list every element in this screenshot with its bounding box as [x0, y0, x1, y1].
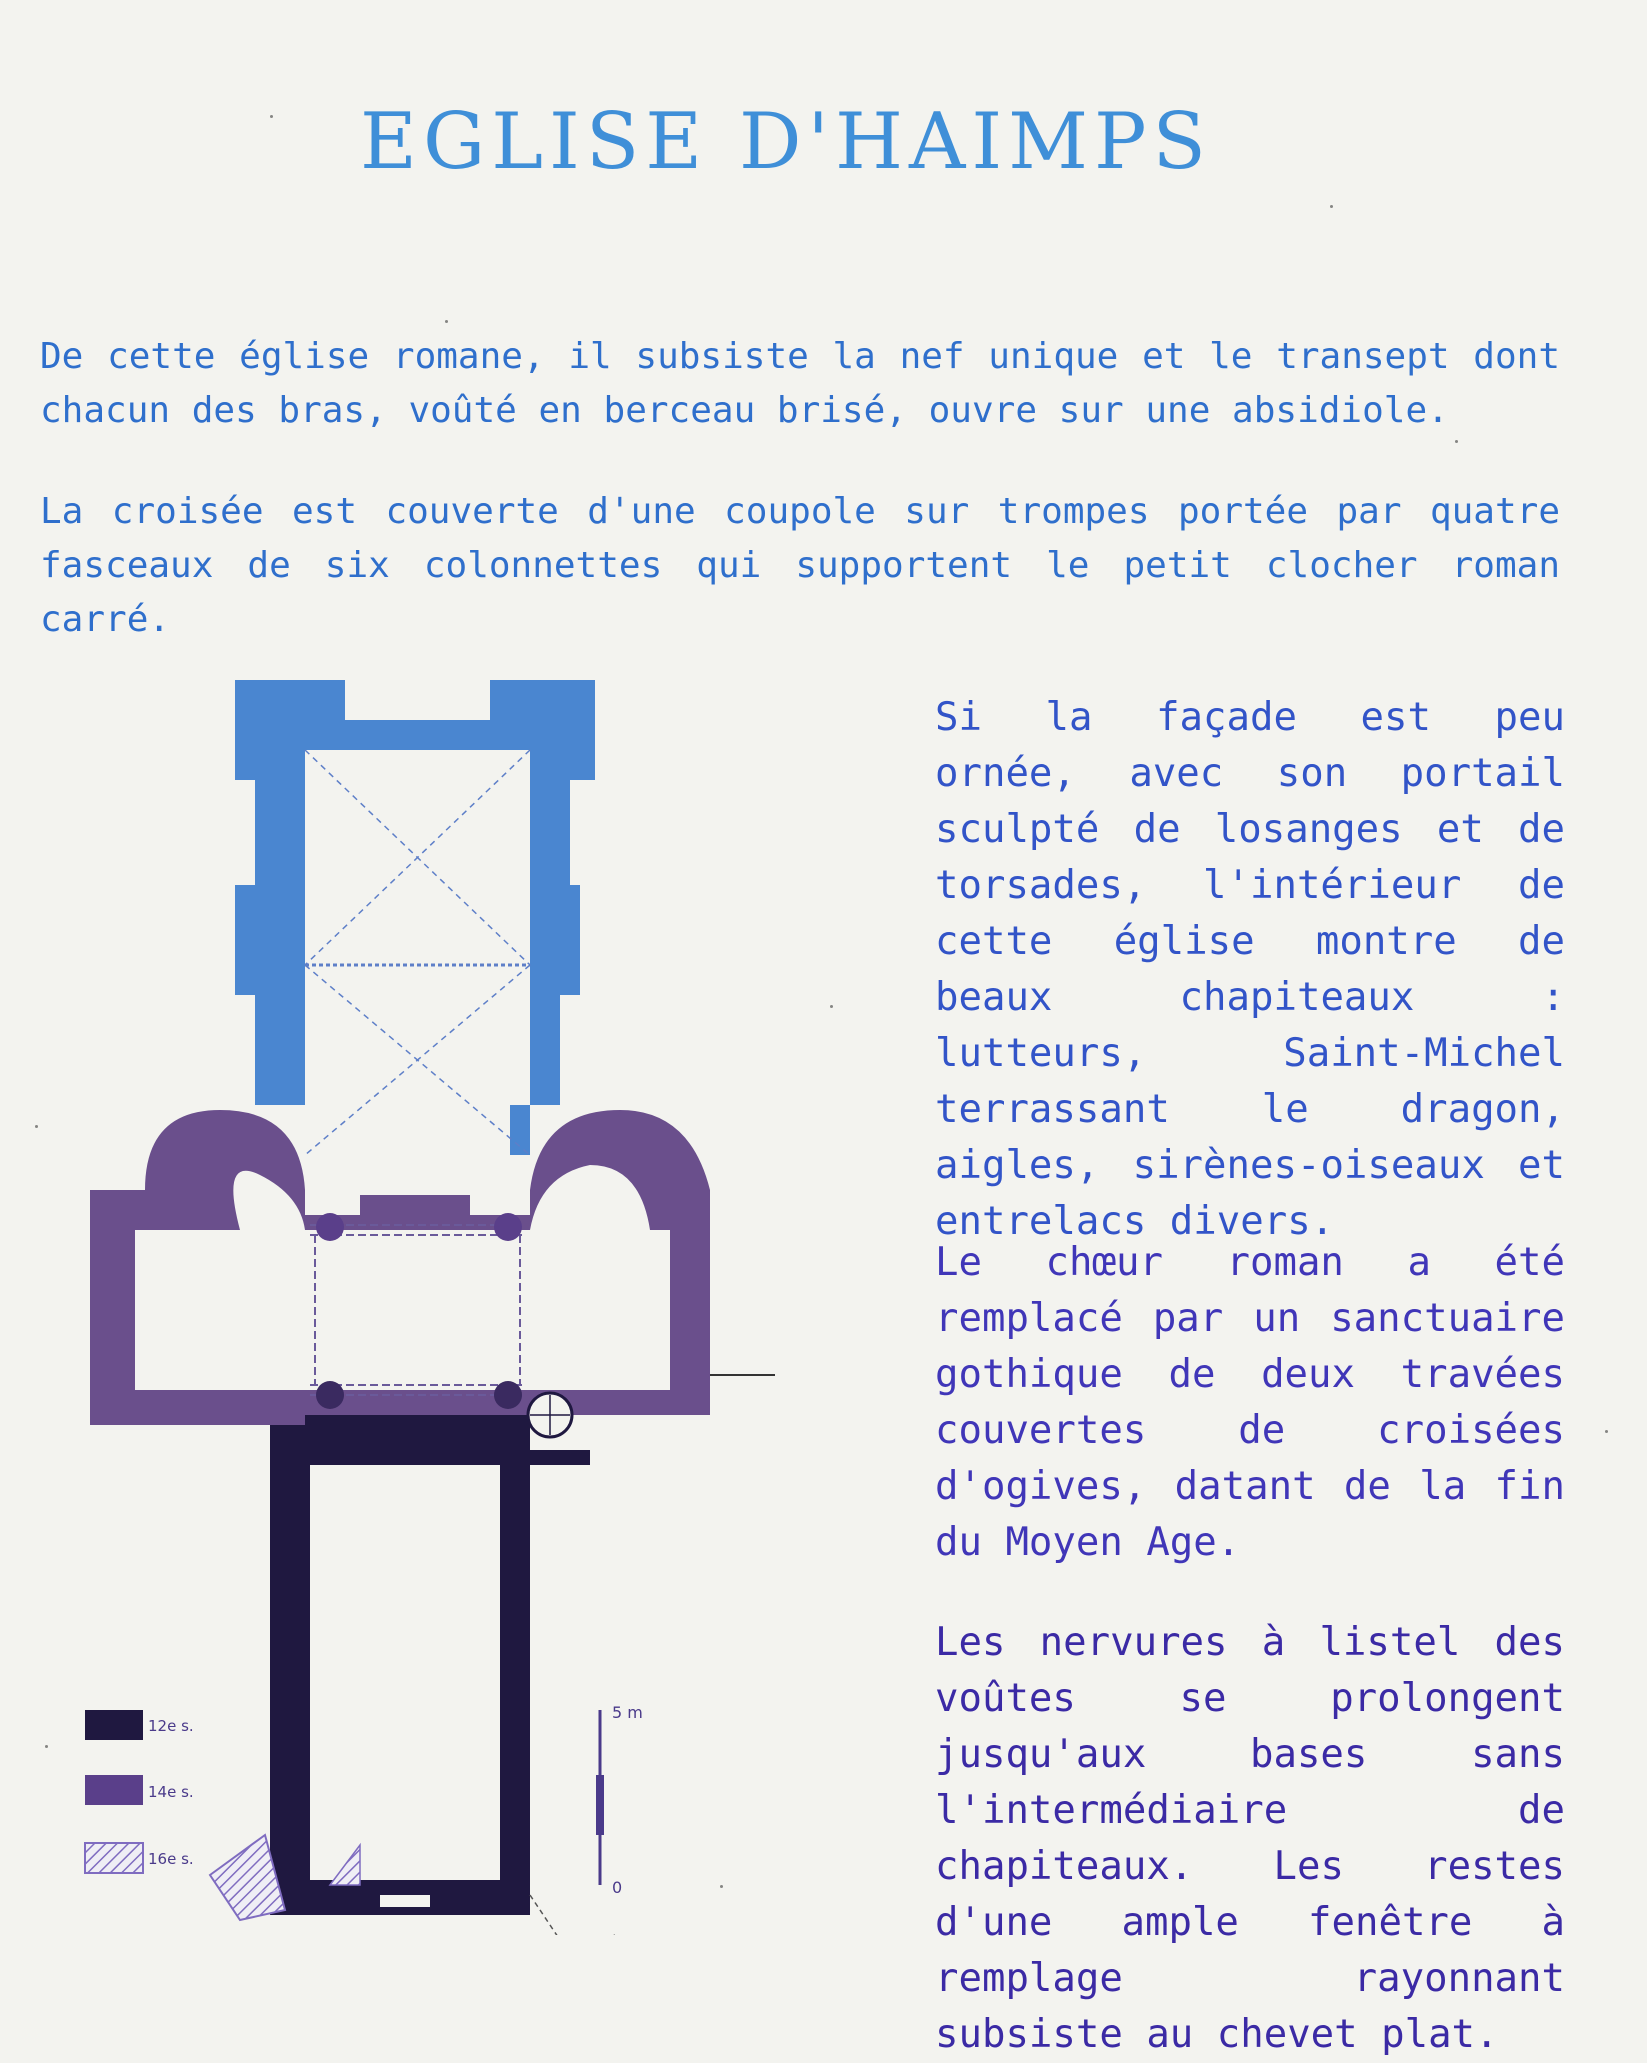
- speck: [35, 1125, 38, 1128]
- speck: [830, 1005, 833, 1008]
- legend-swatch-12: [85, 1710, 143, 1740]
- speck: [445, 320, 448, 323]
- facade-paragraph: Si la façade est peu ornée, avec son portail sculpté de losanges et de torsades, l'intérieur de cette église montre de beaux chapiteaux : lutteurs, Saint-Michel terrassant le dragon, aigles, sirènes-oiseaux et entrelacs divers.: [935, 695, 1565, 1244]
- scale-label-bottom: 0: [612, 1878, 623, 1897]
- speck: [1330, 205, 1333, 208]
- scale-bar: [596, 1710, 604, 1885]
- vault-paragraph: Les nervures à listel des voûtes se prolongent jusqu'aux bases sans l'intermédiaire de chapiteaux. Les restes d'une ample fenêtre à remplage rayonnant subsiste au chevet plat.: [935, 1620, 1565, 2057]
- scale-label-top: 5 m: [612, 1703, 643, 1722]
- legend-label-12: 12e s.: [148, 1717, 194, 1735]
- speck: [1455, 440, 1458, 443]
- legend-swatch-16: [85, 1843, 143, 1873]
- speck: [45, 1745, 48, 1748]
- choir-paragraph: Le chœur roman a été remplacé par un sanctuaire gothique de deux travées couvertes de croisées d'ogives, datant de la fin du Moyen Age.: [935, 1240, 1565, 1565]
- page-title: EGLISE D'HAIMPS: [360, 97, 1212, 188]
- legend-swatch-14: [85, 1775, 143, 1805]
- transept-walls: [90, 1110, 775, 1425]
- speck: [270, 115, 273, 118]
- floor-plan: [60, 655, 820, 1935]
- intro-paragraph-1: De cette église romane, il subsiste la nef unique et le transept dont chacun des bras, voûté en berceau brisé, ouvre sur une absidiole.: [40, 336, 1560, 431]
- intro-paragraph-2: La croisée est couverte d'une coupole sur trompes portée par quatre fasceaux de six colonnettes qui supportent le petit clocher roman carré.: [40, 491, 1560, 640]
- legend-label-16: 16e s.: [148, 1850, 194, 1868]
- speck: [1605, 1430, 1608, 1433]
- legend-label-14: 14e s.: [148, 1783, 194, 1801]
- nave-walls: [210, 1393, 615, 1935]
- choir-walls: [235, 680, 595, 1155]
